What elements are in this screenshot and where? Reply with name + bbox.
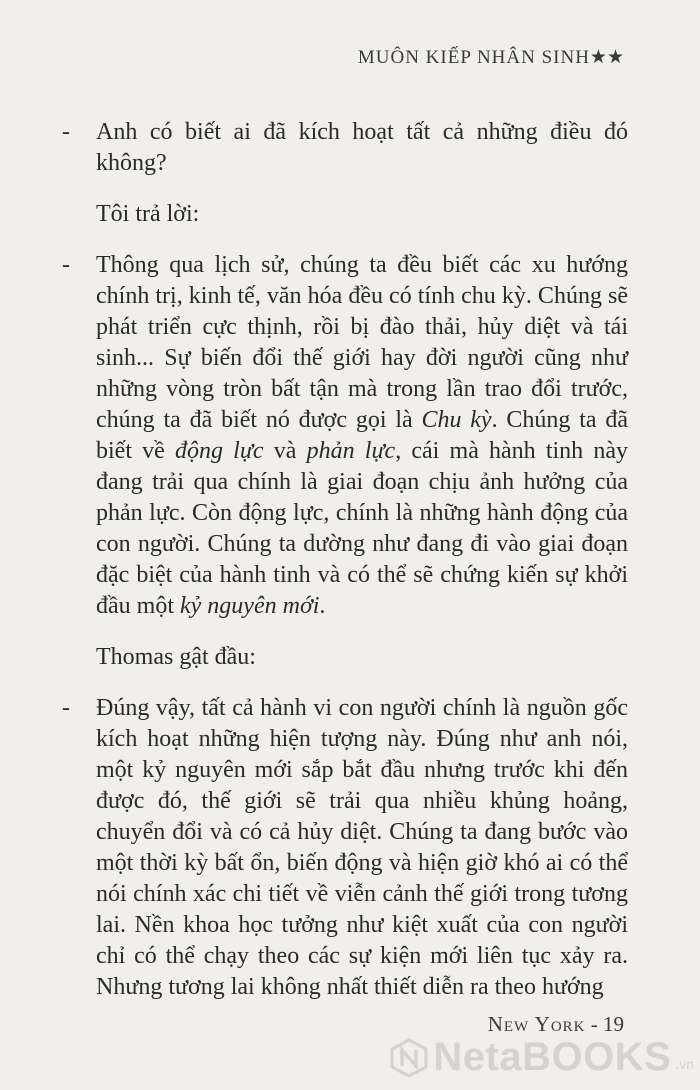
paragraph-text: . Chúng ta đã biết về: [96, 407, 628, 464]
dialogue-thomas: [62, 693, 628, 1003]
paragraph-text: , cái mà hành tinh này đang trải qua chính là giai đoạn chịu ảnh hưởng của phản lực. Còn động lực, chính là những hành động của con người. Chúng ta dường như đang đi vào giai đoạn đặc biệt của hành tinh và có thể sẽ chứng kiến sự khởi đầu một: [96, 438, 629, 619]
dialogue-dash: -: [62, 695, 70, 721]
chapter-name: New York: [487, 1012, 586, 1036]
narration-thomas: [62, 642, 628, 673]
publisher-watermark: [389, 1035, 694, 1080]
dialogue-dash: -: [62, 252, 70, 278]
paragraph-text: Đúng vậy, tất cả hành vi con người chính là nguồn gốc kích hoạt những hiện tượng này. Đúng như anh nói, một kỷ nguyên mới sắp bắt đầu nhưng trước khi đến được đó, thế giới sẽ trải qua nhiều khủng hoảng, chuyển đổi và có cả hủy diệt. Chúng ta đang bước vào một thời kỳ bất ổn, biến động và hiện giờ khó ai có thể nói chính xác chi tiết về viễn cảnh thế giới trong tương lai. Nền khoa học tưởng như kiệt xuất của con người chỉ có thể chạy theo các sự kiện mới liên tục xảy ra. Nhưng tương lai không nhất thiết diễn ra theo hướng: [96, 695, 628, 1000]
paragraph-text: Thông qua lịch sử, chúng ta đều biết các xu hướng chính trị, kinh tế, văn hóa đều có tính chu kỳ. Chúng sẽ phát triển cực thịnh, rồi bị đào thải, hủy diệt và tái sinh... Sự biến đổi thế giới hay đời người cũng như những vòng tròn bất tận mà trong lần trao đổi trước, chúng ta đã biết nó được gọi là: [96, 252, 628, 433]
paragraph-text: Anh có biết ai đã kích hoạt tất cả những điều đó không?: [96, 119, 628, 176]
dialogue-answer: [62, 250, 628, 622]
page-body: [62, 117, 628, 1023]
paragraph-text: và: [263, 438, 307, 464]
italic-term-dong-luc: động lực: [175, 438, 264, 464]
book-title: MUÔN KIẾP NHÂN SINH: [357, 47, 590, 68]
running-header: [358, 46, 624, 69]
italic-term-phan-luc: phản lực: [306, 438, 396, 464]
page-number: 19: [603, 1012, 624, 1036]
watermark-tld: .vn: [675, 1056, 694, 1072]
running-footer: [488, 1012, 624, 1037]
narration-reply: [62, 199, 628, 230]
netabooks-logo-icon: [389, 1038, 429, 1078]
paragraph-text: Tôi trả lời:: [96, 201, 200, 227]
watermark-brand: NetaBOOKS: [433, 1035, 672, 1079]
footer-separator: -: [585, 1012, 603, 1036]
paragraph-text: Thomas gật đầu:: [96, 644, 256, 670]
dialogue-question: [62, 117, 628, 179]
italic-term-ky-nguyen-moi: kỷ nguyên mới: [180, 593, 320, 619]
paragraph-text: .: [319, 593, 326, 619]
italic-term-chu-ky: Chu kỳ: [421, 407, 492, 433]
dialogue-dash: -: [62, 119, 70, 145]
star-ornament: ★★: [589, 47, 624, 68]
